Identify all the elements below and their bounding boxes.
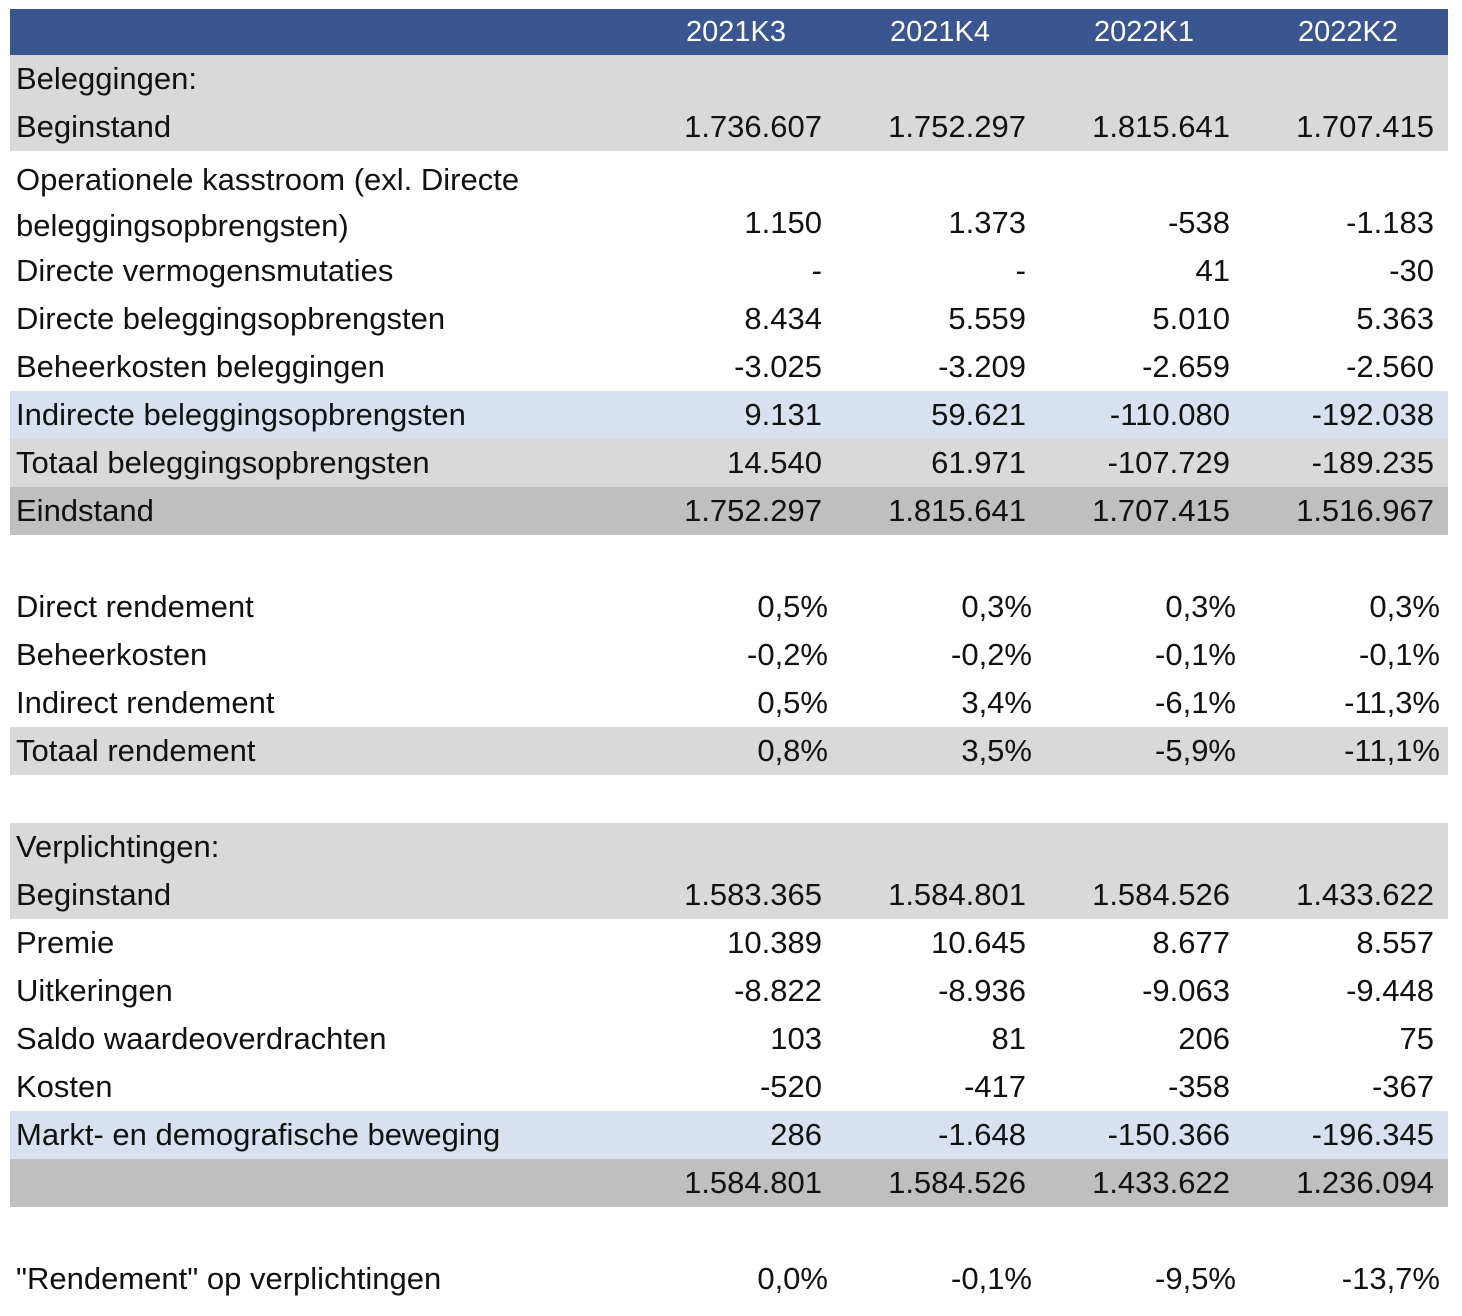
value-cell: 59.621 [931, 397, 1026, 432]
value-cell: -107.729 [1107, 445, 1230, 480]
value-cell: 14.540 [727, 445, 822, 480]
value-cell: 1.584.801 [888, 877, 1026, 912]
value-cell: -3.209 [938, 349, 1026, 384]
row-label: Totaal beleggingsopbrengsten [16, 445, 430, 480]
row-label: Beheerkosten beleggingen [16, 349, 385, 384]
value-cell: 286 [770, 1117, 822, 1152]
row-label: Kosten [16, 1069, 113, 1104]
spacer-row [10, 775, 1448, 823]
column-header: 2022K2 [1298, 15, 1398, 48]
table-row [10, 151, 1448, 247]
financial-table [10, 9, 1448, 1303]
value-cell: 61.971 [931, 445, 1026, 480]
value-cell: 206 [1178, 1021, 1230, 1056]
value-cell: -1.183 [1346, 205, 1434, 240]
value-cell: 0,0% [757, 1261, 828, 1296]
section-title-row [10, 55, 1448, 103]
value-cell: -110.080 [1109, 397, 1230, 432]
value-cell: 1.736.607 [684, 109, 822, 144]
row-label: Directe beleggingsopbrengsten [16, 301, 446, 336]
table-row [10, 679, 1448, 727]
value-cell: 1.584.526 [1092, 877, 1230, 912]
row-label: Saldo waardeoverdrachten [16, 1021, 387, 1056]
total-row [10, 1159, 1448, 1207]
table-row [10, 1255, 1448, 1303]
value-cell: 8.557 [1356, 925, 1434, 960]
value-cell: 8.434 [744, 301, 822, 336]
value-cell: 5.010 [1152, 301, 1230, 336]
value-cell: 103 [770, 1021, 822, 1056]
value-cell: -367 [1371, 1069, 1434, 1104]
value-cell: -13,7% [1341, 1261, 1440, 1296]
value-cell: -8.822 [734, 973, 822, 1008]
value-cell: -8.936 [938, 973, 1026, 1008]
table-row [10, 295, 1448, 343]
value-cell: 1.815.641 [888, 493, 1026, 528]
table-row [10, 247, 1448, 295]
value-cell: 5.363 [1356, 301, 1434, 336]
value-cell: - [1015, 253, 1026, 288]
value-cell: -0,1% [1155, 637, 1236, 672]
value-cell: -6,1% [1155, 685, 1236, 720]
value-cell: - [811, 253, 822, 288]
spacer-row [10, 535, 1448, 583]
value-cell: 1.815.641 [1092, 109, 1230, 144]
value-cell: 1.150 [744, 205, 822, 240]
value-cell: 1.583.365 [684, 877, 822, 912]
value-cell: 1.236.094 [1296, 1165, 1434, 1200]
row-label: Totaal rendement [16, 733, 256, 768]
value-cell: 0,3% [961, 589, 1032, 624]
table-row [10, 1111, 1448, 1159]
section-title: Beleggingen: [16, 61, 197, 96]
total-row [10, 487, 1448, 535]
row-label: Indirecte beleggingsopbrengsten [16, 397, 466, 432]
value-cell: 0,8% [757, 733, 828, 768]
row-label: Beginstand [16, 877, 172, 912]
value-cell: -150.366 [1107, 1117, 1230, 1152]
value-cell: -11,1% [1344, 733, 1440, 768]
value-cell: 1.752.297 [684, 493, 822, 528]
value-cell: 5.559 [948, 301, 1026, 336]
value-cell: 3,5% [961, 733, 1032, 768]
row-label-line: Operationele kasstroom (exl. Directe [16, 162, 520, 197]
table-row [10, 439, 1448, 487]
value-cell: 8.677 [1152, 925, 1230, 960]
section-title: Verplichtingen: [16, 829, 220, 864]
value-cell: -11,3% [1344, 685, 1440, 720]
value-cell: -5,9% [1155, 733, 1236, 768]
value-cell: 81 [991, 1021, 1026, 1056]
table-row [10, 391, 1448, 439]
column-header: 2021K3 [686, 15, 786, 48]
value-cell: -0,1% [1359, 637, 1440, 672]
row-label: Uitkeringen [16, 973, 173, 1008]
total-row [10, 727, 1448, 775]
row-label: Indirect rendement [16, 685, 275, 720]
row-label: Beheerkosten [16, 637, 208, 672]
column-header: 2022K1 [1094, 15, 1194, 48]
value-cell: -30 [1389, 253, 1434, 288]
table-row [10, 631, 1448, 679]
table-row [10, 343, 1448, 391]
value-cell: 1.752.297 [888, 109, 1026, 144]
row-label: Eindstand [16, 493, 154, 528]
value-cell: -417 [963, 1069, 1026, 1104]
value-cell: -3.025 [734, 349, 822, 384]
value-cell: -358 [1167, 1069, 1230, 1104]
value-cell: 10.645 [931, 925, 1026, 960]
value-cell: 0,5% [757, 589, 828, 624]
value-cell: -196.345 [1311, 1117, 1434, 1152]
table-row [10, 1015, 1448, 1063]
value-cell: 9.131 [744, 397, 822, 432]
column-header: 2021K4 [890, 15, 990, 48]
value-cell: 0,3% [1369, 589, 1440, 624]
table-row [10, 919, 1448, 967]
table-row [10, 583, 1448, 631]
table-row [10, 967, 1448, 1015]
value-cell: 41 [1195, 253, 1230, 288]
value-cell: -9,5% [1155, 1261, 1236, 1296]
value-cell: 1.433.622 [1296, 877, 1434, 912]
value-cell: -2.560 [1346, 349, 1434, 384]
value-cell: -0,1% [951, 1261, 1032, 1296]
value-cell: 1.433.622 [1092, 1165, 1230, 1200]
value-cell: 10.389 [727, 925, 822, 960]
value-cell: 1.516.967 [1296, 493, 1434, 528]
value-cell: 75 [1399, 1021, 1434, 1056]
value-cell: -189.235 [1311, 445, 1434, 480]
section-title-row [10, 823, 1448, 871]
row-label: Beginstand [16, 109, 172, 144]
row-label: Premie [16, 925, 115, 960]
value-cell: 1.584.801 [684, 1165, 822, 1200]
value-cell: -538 [1167, 205, 1230, 240]
value-cell: -9.448 [1346, 973, 1434, 1008]
row-label [16, 157, 519, 249]
value-cell: 0,5% [757, 685, 828, 720]
row-label-line: beleggingsopbrengsten) [16, 208, 349, 243]
spacer-row [10, 1207, 1448, 1255]
value-cell: -0,2% [951, 637, 1032, 672]
value-cell: 0,3% [1165, 589, 1236, 624]
row-label: "Rendement" op verplichtingen [16, 1261, 442, 1296]
value-cell: -520 [759, 1069, 822, 1104]
value-cell: -2.659 [1142, 349, 1230, 384]
value-cell: 1.707.415 [1296, 109, 1434, 144]
table-row [10, 871, 1448, 919]
table-row [10, 103, 1448, 151]
row-label: Directe vermogensmutaties [16, 253, 394, 288]
value-cell: -9.063 [1142, 973, 1230, 1008]
value-cell: 1.584.526 [888, 1165, 1026, 1200]
header-row [10, 9, 1448, 55]
value-cell: 3,4% [961, 685, 1032, 720]
value-cell: -0,2% [747, 637, 828, 672]
value-cell: -1.648 [938, 1117, 1026, 1152]
row-label: Markt- en demografische beweging [16, 1117, 501, 1152]
value-cell: -192.038 [1311, 397, 1434, 432]
value-cell: 1.707.415 [1092, 493, 1230, 528]
row-label: Direct rendement [16, 589, 254, 624]
table-row [10, 1063, 1448, 1111]
value-cell: 1.373 [948, 205, 1026, 240]
